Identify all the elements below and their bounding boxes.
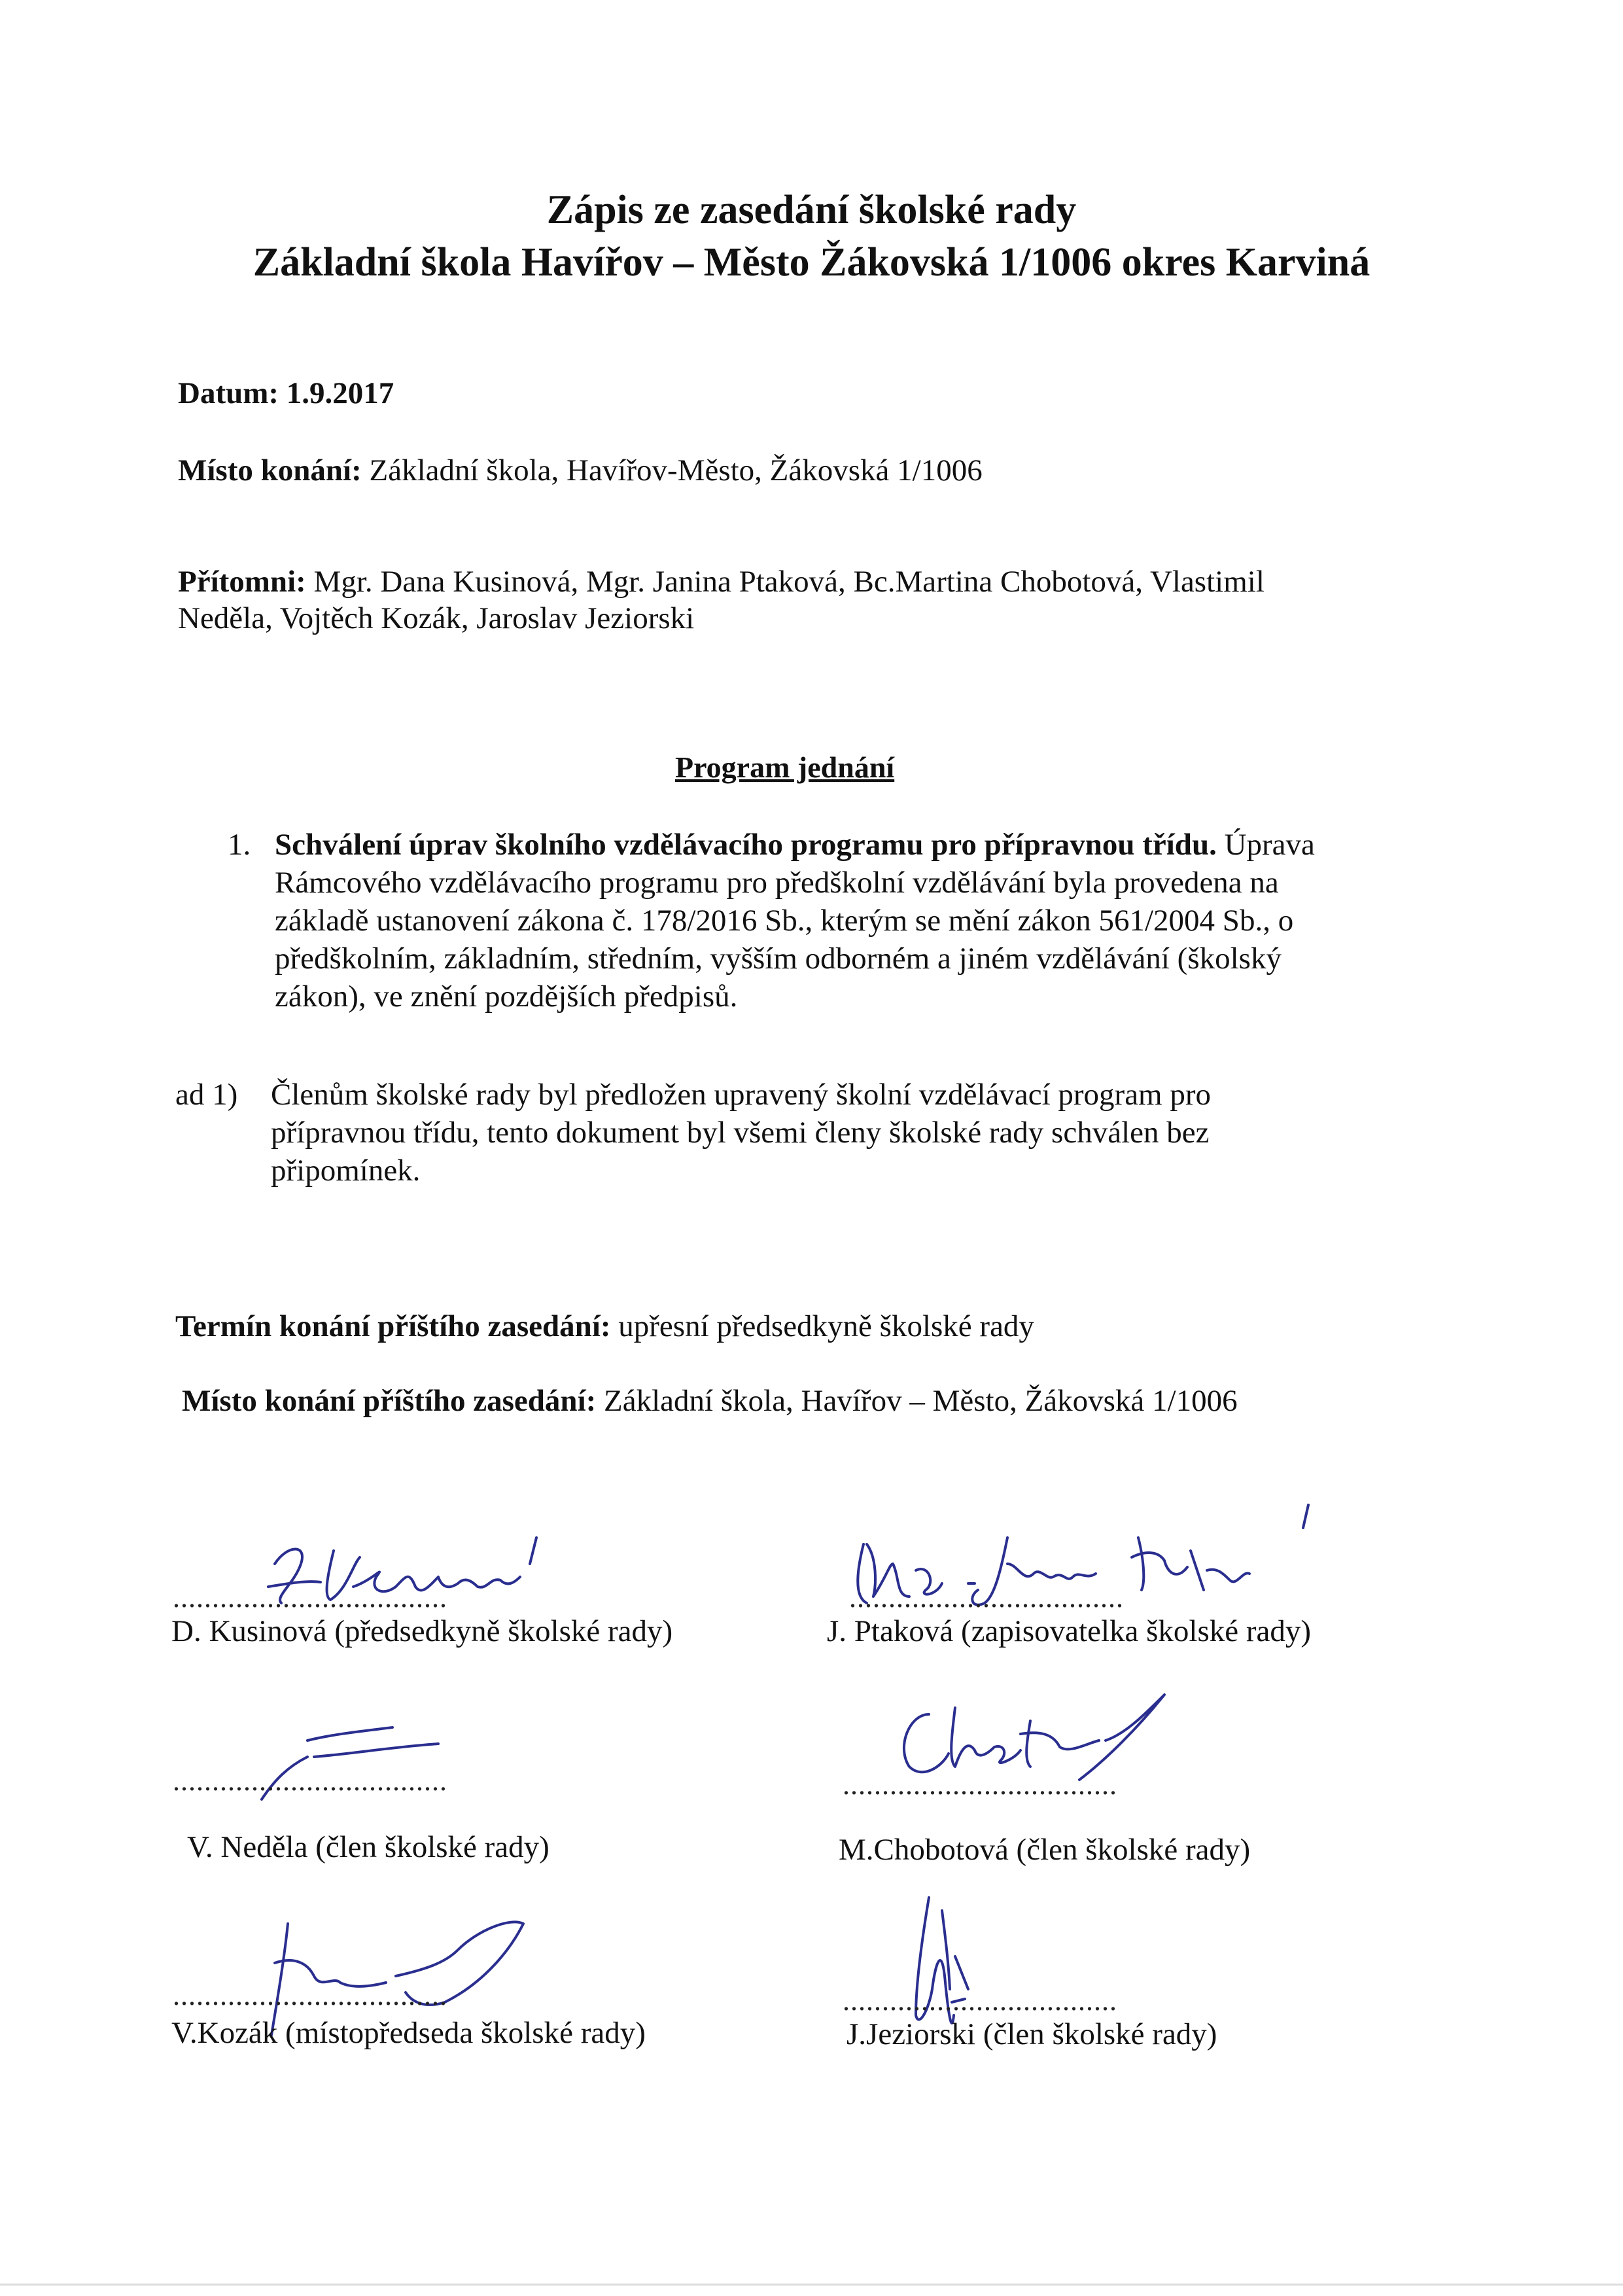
signature-caption-4: M.Chobotová (člen školské rady): [839, 1833, 1251, 1867]
ad-1-line-1: Členům školské rady byl předložen upravený školní vzdělávací program pro: [271, 1078, 1212, 1112]
signature-caption-5: V.Kozák (místopředseda školské rady): [171, 2016, 646, 2050]
present-row-1: [178, 567, 1265, 597]
item-1-number: 1.: [228, 828, 251, 862]
place-row: [178, 455, 983, 486]
ad-1-label: ad 1): [175, 1078, 238, 1112]
signature-line-3: ...................................: [173, 1765, 447, 1797]
item-1-line-4: předškolním, základním, středním, vyšším odborném a jiném vzdělávání (školský: [275, 942, 1282, 976]
signature-line-4: ...................................: [843, 1769, 1117, 1801]
signature-line-1: ...................................: [173, 1581, 447, 1614]
place-label: Místo konání:: [178, 453, 362, 487]
date-label: Datum:: [178, 376, 279, 410]
program-heading: Program jednání: [675, 751, 895, 784]
present-line-1: Mgr. Dana Kusinová, Mgr. Janina Ptaková, Bc.Martina Chobotová, Vlastimil: [313, 565, 1265, 599]
present-line-2: Neděla, Vojtěch Kozák, Jaroslav Jeziorski: [178, 601, 695, 635]
next-place-row: [182, 1386, 1238, 1417]
item-1-line-2: Rámcového vzdělávacího programu pro předškolní vzdělávání byla provedena na: [275, 866, 1279, 900]
place-value: Základní škola, Havířov-Město, Žákovská 1/1006: [369, 453, 983, 487]
next-term-label: Termín konání příštího zasedání:: [175, 1309, 611, 1343]
school-name-heading: Základní škola Havířov – Město Žákovská 1/1006 okres Karviná: [253, 240, 1370, 285]
signature-line-5: ...................................: [173, 1979, 447, 2011]
signature-line-6: ...................................: [843, 1985, 1117, 2017]
signature-caption-6: J.Jeziorski (člen školské rady): [846, 2017, 1217, 2051]
signature-caption-1: D. Kusinová (předsedkyně školské rady): [171, 1614, 673, 1648]
scan-edge-line: [0, 2284, 1623, 2286]
item-1-title: Schválení úprav školního vzdělávacího programu pro přípravnou třídu.: [275, 828, 1217, 862]
signature-line-2: ...................................: [849, 1581, 1124, 1614]
signature-caption-2: J. Ptaková (zapisovatelka školské rady): [827, 1614, 1312, 1648]
date-row: [178, 378, 394, 409]
date-value: 1.9.2017: [286, 376, 394, 410]
ad-1-line-3: připomínek.: [271, 1154, 421, 1188]
next-place-value: Základní škola, Havířov – Město, Žákovská 1/1006: [604, 1384, 1238, 1418]
signature-caption-3: V. Neděla (člen školské rady): [187, 1830, 550, 1864]
item-1-line-3: základě ustanovení zákona č. 178/2016 Sb., kterým se mění zákon 561/2004 Sb., o: [275, 904, 1294, 938]
next-term-value: upřesní předsedkyně školské rady: [618, 1309, 1034, 1343]
item-1-line-1-rest: Úprava: [1224, 828, 1315, 862]
ad-1-line-2: přípravnou třídu, tento dokument byl všemi členy školské rady schválen bez: [271, 1116, 1210, 1150]
next-term-row: [175, 1311, 1034, 1342]
present-label: Přítomni:: [178, 565, 306, 599]
item-1-line-5: zákon), ve znění pozdějších předpisů.: [275, 980, 738, 1014]
item-1-line-1: [275, 830, 1315, 860]
document-title: Zápis ze zasedání školské rady: [546, 188, 1077, 232]
next-place-label: Místo konání příštího zasedání:: [182, 1384, 597, 1418]
